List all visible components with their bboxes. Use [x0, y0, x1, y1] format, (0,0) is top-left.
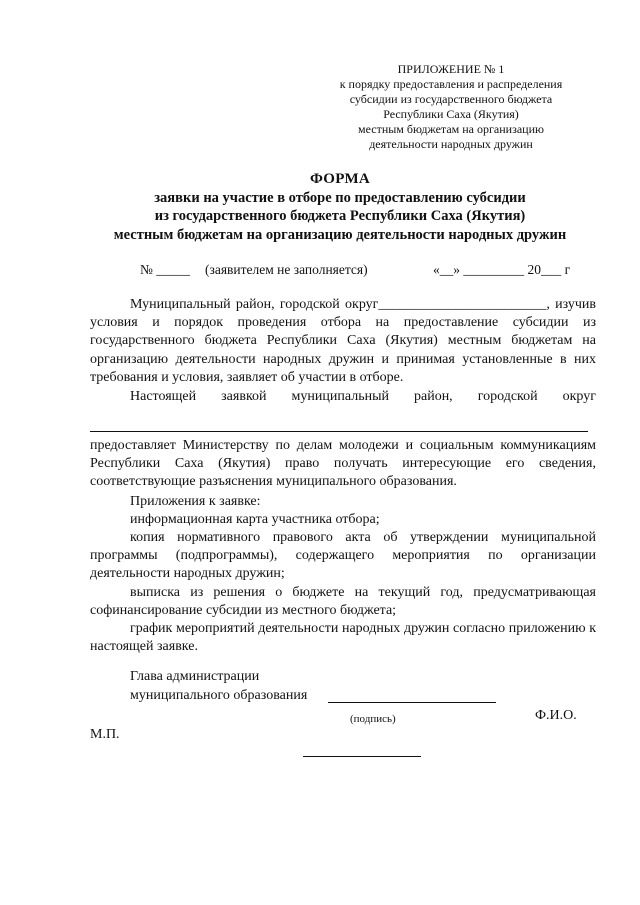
application-number: № _____: [140, 262, 191, 277]
application-body: [90, 296, 596, 406]
application-date: «__» _________ 20___ г: [433, 262, 571, 277]
body-paragraph-consent-start: Настоящей заявкой муниципальный район, городской округ: [130, 389, 596, 405]
annex-line: Республики Саха (Якутия): [383, 107, 519, 121]
attachment-item: информационная карта участника отбора;: [130, 511, 380, 527]
attachment-item: график мероприятий деятельности народных дружин согласно приложению к настоящей заявке.: [90, 621, 596, 655]
attachments-heading: Приложения к заявке:: [130, 493, 261, 509]
signature-line: [328, 702, 496, 703]
annex-line: деятельности народных дружин: [369, 137, 533, 151]
date-signature-line: [303, 756, 421, 757]
form-title-line: заявки на участие в отборе по предоставлению субсидии: [154, 189, 526, 206]
form-title-line: местным бюджетам на организацию деятельности народных дружин: [113, 226, 567, 243]
head-title-line2: [130, 687, 307, 705]
head-title-text: муниципального образования: [130, 688, 308, 703]
municipality-name-line: [90, 431, 588, 432]
head-title-line1: Глава администрации: [130, 669, 260, 684]
body-paragraph-consent-rest: предоставляет Министерству по делам молодежи и социальным коммуникациям Республики Саха (Якутия) право получать интересующие его сведения, соответствующие разъяснения муниципального образования.: [90, 438, 596, 490]
form-title-word: ФОРМА: [309, 171, 371, 187]
annex-line: субсидии из государственного бюджета: [349, 92, 553, 106]
application-body-continued: [90, 437, 596, 656]
annex-line: ПРИЛОЖЕНИЕ № 1: [397, 62, 505, 76]
body-paragraph-participation: Муниципальный район, городской округ________________________, изучив условия и порядок проведения отбора на предоставление субсидии из государственного бюджета Республики Саха (Якутия) местным бюджетам на организацию деятельности народных дружин и принимая установленные в них требования и условия, заявляет об участии в отборе.: [90, 297, 596, 385]
fio-label: Ф.И.О.: [535, 708, 577, 723]
annex-line: местным бюджетам на организацию: [358, 122, 544, 136]
annex-line: к порядку предоставления и распределения: [339, 77, 563, 91]
form-title: [60, 170, 620, 244]
application-number-note: (заявителем не заполняется): [205, 262, 368, 277]
attachment-item: копия нормативного правового акта об утверждении муниципальной программы (подпрограммы), содержащего мероприятия по организации деятельности народных дружин;: [90, 530, 596, 582]
annex-header: [320, 62, 582, 152]
attachment-item: выписка из решения о бюджете на текущий год, предусматривающая софинансирование субсидии из местного бюджета;: [90, 584, 596, 618]
form-title-line: из государственного бюджета Республики Саха (Якутия): [154, 208, 526, 224]
stamp-place-label: М.П.: [90, 727, 120, 742]
signature-caption: (подпись): [350, 713, 396, 725]
